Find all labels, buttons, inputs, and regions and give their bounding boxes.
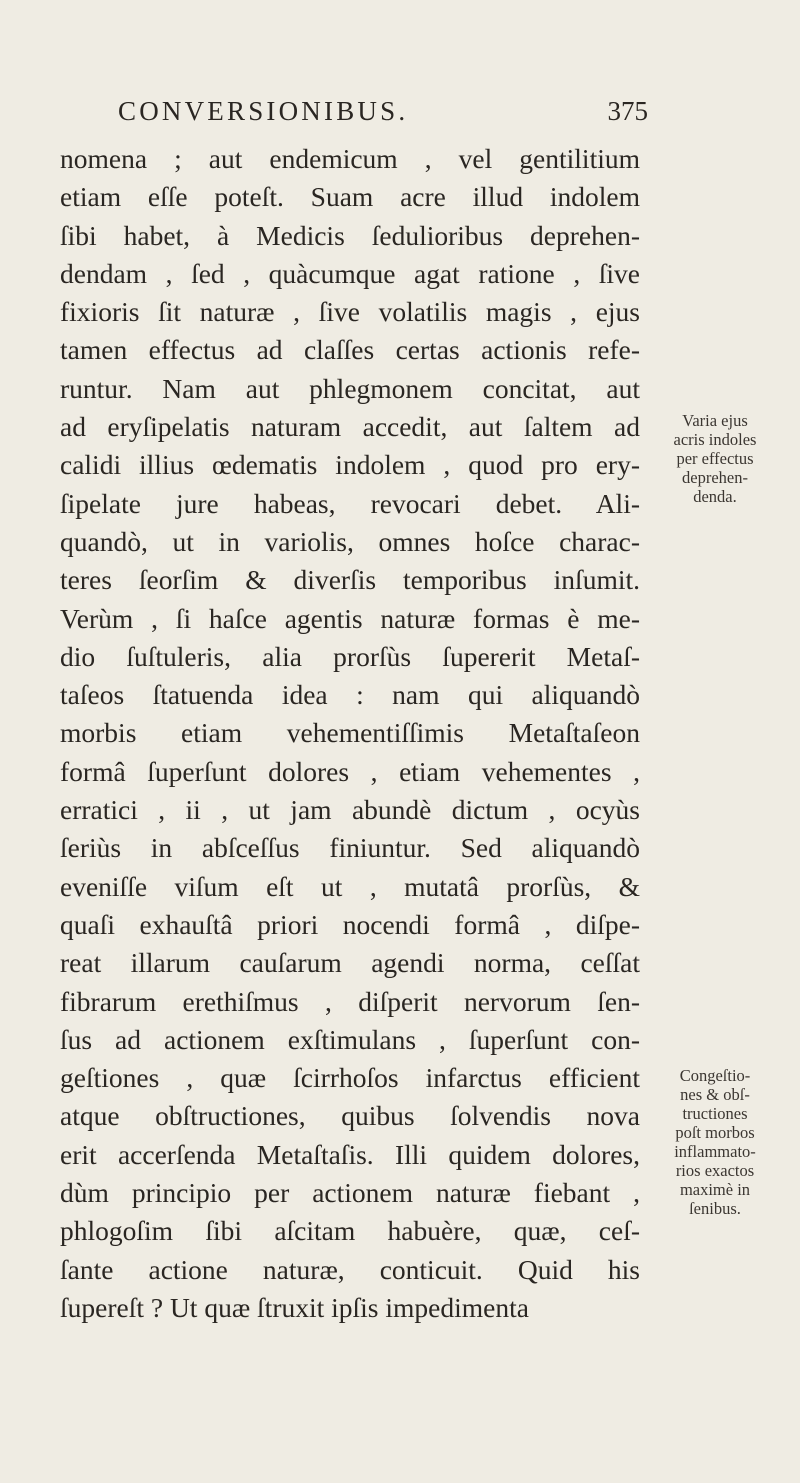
text-line: formâ ſuperſunt dolores , etiam vehementes , bbox=[60, 755, 640, 787]
text-line: teres ſeorſim & diverſis temporibus inſumit. bbox=[60, 564, 640, 596]
margin-note-line: tructiones bbox=[682, 1104, 748, 1123]
text-line: fibrarum erethiſmus , diſperit nervorum ſen- bbox=[60, 985, 640, 1017]
text-line: etiam eſſe poteſt. Suam acre illud indolem bbox=[60, 181, 640, 213]
margin-note-congestiones bbox=[640, 1066, 790, 1218]
text-line: dùm principio per actionem naturæ fiebant , bbox=[60, 1177, 640, 1209]
text-line: ſus ad actionem exſtimulans , ſuperſunt con- bbox=[60, 1023, 640, 1055]
text-line: nomena ; aut endemicum , vel gentilitium bbox=[60, 143, 640, 174]
text-line: tamen effectus ad claſſes certas actionis refe- bbox=[60, 334, 640, 366]
body-text bbox=[60, 140, 640, 1327]
text-line: ſupereſt ? Ut quæ ſtruxit ipſis impedimenta bbox=[60, 1291, 529, 1323]
margin-note-line: acris indoles bbox=[673, 430, 757, 449]
text-line: erit accerſenda Metaſtaſis. Illi quidem dolores, bbox=[60, 1138, 640, 1170]
margin-note-line: ſenibus. bbox=[689, 1199, 741, 1218]
text-line: quaſi exhauſtâ priori nocendi formâ , diſpe- bbox=[60, 908, 640, 940]
text-line: taſeos ſtatuenda idea : nam qui aliquandò bbox=[60, 679, 640, 711]
text-line: ad eryſipelatis naturam accedit, aut ſaltem ad bbox=[60, 411, 640, 443]
text-line: erratici , ii , ut jam abundè dictum , ocyùs bbox=[60, 794, 640, 826]
text-line: ſipelate jure habeas, revocari debet. Ali- bbox=[60, 487, 640, 519]
text-line: calidi illius œdematis indolem , quod pro ery- bbox=[60, 449, 640, 481]
margin-note-line: rios exactos bbox=[675, 1161, 755, 1180]
text-line: quandò, ut in variolis, omnes hoſce charac- bbox=[60, 525, 640, 557]
text-line: fixioris ſit naturæ , ſive volatilis magis , ejus bbox=[60, 296, 640, 328]
text-line: geſtiones , quæ ſcirrhoſos infarctus efficient bbox=[60, 1062, 640, 1094]
text-line: phlogoſim ſibi aſcitam habuère, quæ, ceſ- bbox=[60, 1215, 640, 1247]
text-line: eveniſſe viſum eſt ut , mutatâ prorſùs, & bbox=[60, 870, 640, 902]
text-line: atque obſtructiones, quibus ſolvendis nova bbox=[60, 1100, 640, 1132]
running-head bbox=[118, 96, 648, 128]
text-line: morbis etiam vehementiſſimis Metaſtaſeon bbox=[60, 717, 640, 749]
margin-note-line: Congeſtio- bbox=[679, 1066, 751, 1085]
margin-note-line: nes & obſ- bbox=[680, 1085, 750, 1104]
page-number: 375 bbox=[607, 96, 648, 126]
margin-note-line: deprehen- bbox=[682, 468, 748, 487]
margin-note-line: Varia ejus bbox=[682, 411, 748, 430]
text-line: runtur. Nam aut phlegmonem concitat, aut bbox=[60, 372, 640, 404]
text-line: dendam , ſed , quàcumque agat ratione , ſive bbox=[60, 257, 640, 289]
text-line: ſibi habet, à Medicis ſedulioribus deprehen- bbox=[60, 219, 640, 251]
margin-note-line: denda. bbox=[693, 487, 737, 506]
text-line: ſante actione naturæ, conticuit. Quid his bbox=[60, 1253, 640, 1285]
running-title: CONVERSIONIBUS. bbox=[118, 96, 409, 126]
text-line: reat illarum cauſarum agendi norma, ceſſat bbox=[60, 947, 640, 979]
text-line: dio ſuſtuleris, alia prorſùs ſupererit Metaſ- bbox=[60, 640, 640, 672]
text-line: ſeriùs in abſceſſus finiuntur. Sed aliquandò bbox=[60, 832, 640, 864]
margin-note-varia-indoles bbox=[640, 411, 790, 506]
margin-note-line: inflammato- bbox=[674, 1142, 756, 1161]
margin-note-line: maximè in bbox=[679, 1180, 751, 1199]
margin-note-line: poſt morbos bbox=[675, 1123, 755, 1142]
text-line: Verùm , ſi haſce agentis naturæ formas è me- bbox=[60, 602, 640, 634]
margin-note-line: per effectus bbox=[676, 449, 754, 468]
